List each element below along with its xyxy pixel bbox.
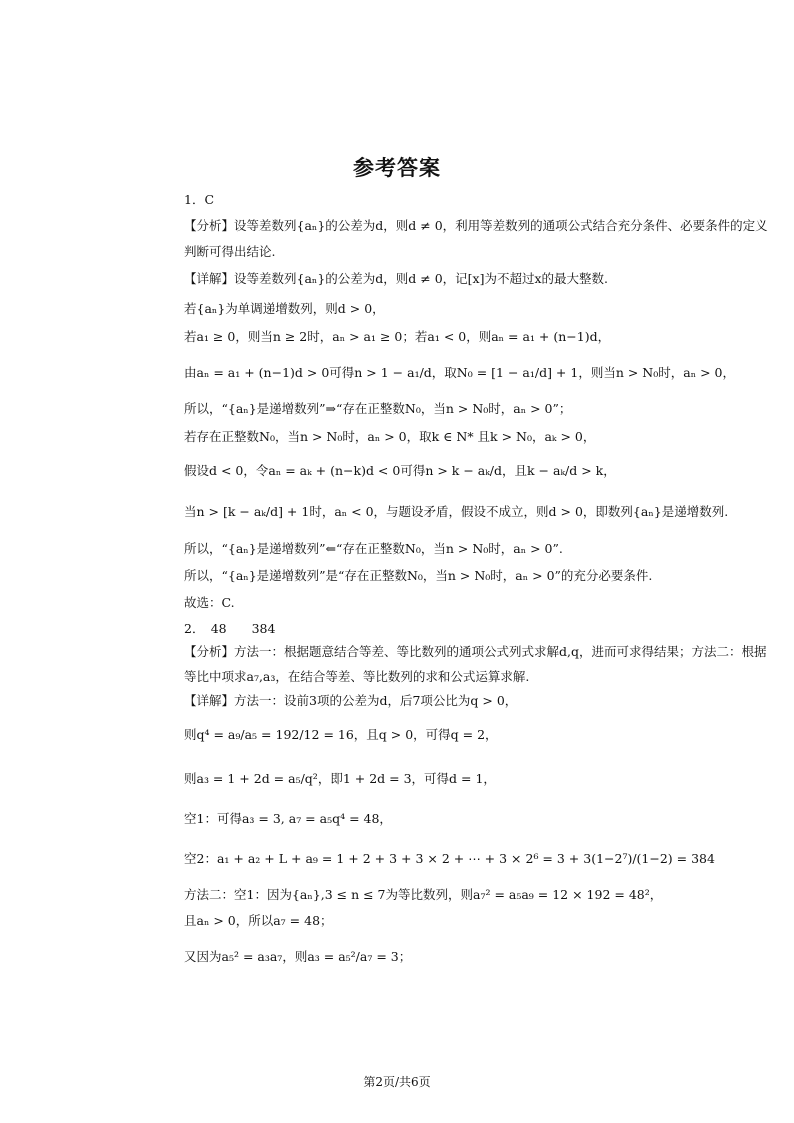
q1-detail-line-2: 若{aₙ}为单调递增数列，则d > 0，	[184, 301, 385, 316]
q2-detail-line-5: 空2：a₁ + a₂ + L + a₉ = 1 + 2 + 3 + 3 × 2 + ⋯ + 3 × 2⁶ = 3 + 3(1−2⁷)/(1−2) = 384	[184, 851, 715, 866]
q2-answer: 2． 48 384	[184, 621, 276, 636]
q1-detail-line-1: 【详解】设等差数列{aₙ}的公差为d，则d ≠ 0，记[x]为不超过x的最大整数.	[184, 271, 608, 286]
q2-detail-line-4: 空1：可得a₃ = 3, a₇ = a₅q⁴ = 48，	[184, 811, 392, 826]
q1-detail-line-5: 所以，“{aₙ}是递增数列”⇒“存在正整数N₀，当n > N₀时，aₙ > 0”；	[184, 401, 572, 416]
q2-analysis-line-2: 等比中项求a₇,a₃，在结合等差、等比数列的求和公式运算求解.	[184, 669, 530, 684]
q1-detail-line-11: 故选：C.	[184, 595, 235, 610]
q1-detail-line-7: 假设d < 0，令aₙ = aₖ + (n−k)d < 0可得n > k − aₖ/d，且k − aₖ/d > k，	[184, 463, 616, 478]
page-title: 参考答案	[353, 156, 441, 180]
q1-answer: 1．C	[184, 192, 215, 207]
q2-detail-line-2: 则q⁴ = a₉/a₅ = 192/12 = 16，且q > 0，可得q = 2，	[184, 727, 498, 742]
page-footer: 第2页/共6页	[363, 1075, 431, 1089]
q2-detail-line-6: 方法二：空1：因为{aₙ},3 ≤ n ≤ 7为等比数列，则a₇² = a₅a₉ = 12 × 192 = 48²，	[184, 887, 663, 902]
q2-analysis-line-1: 【分析】方法一：根据题意结合等差、等比数列的通项公式列式求解d,q，进而可求得结果；方法二：根据	[184, 644, 767, 659]
q1-detail-line-3: 若a₁ ≥ 0，则当n ≥ 2时，aₙ > a₁ ≥ 0；若a₁ < 0，则aₙ = a₁ + (n−1)d，	[184, 329, 611, 344]
q1-detail-line-6: 若存在正整数N₀，当n > N₀时，aₙ > 0，取k ∈ N* 且k > N₀，aₖ > 0，	[184, 429, 596, 444]
q2-detail-line-8: 又因为a₅² = a₃a₇，则a₃ = a₅²/a₇ = 3；	[184, 949, 412, 964]
q2-detail-line-1: 【详解】方法一：设前3项的公差为d，后7项公比为q > 0，	[184, 693, 518, 708]
q1-detail-line-9: 所以，“{aₙ}是递增数列”⇐“存在正整数N₀，当n > N₀时，aₙ > 0”.	[184, 541, 563, 556]
q1-detail-line-10: 所以，“{aₙ}是递增数列”是“存在正整数N₀，当n > N₀时，aₙ > 0”的充分必要条件.	[184, 568, 653, 583]
q1-analysis-line-1: 【分析】设等差数列{aₙ}的公差为d，则d ≠ 0，利用等差数列的通项公式结合充分条件、必要条件的定义	[184, 218, 768, 233]
q2-detail-line-3: 则a₃ = 1 + 2d = a₅/q²，即1 + 2d = 3，可得d = 1，	[184, 771, 496, 786]
q1-detail-line-8: 当n > [k − aₖ/d] + 1时，aₙ < 0，与题设矛盾，假设不成立，则d > 0，即数列{aₙ}是递增数列.	[184, 504, 729, 519]
q1-analysis-line-2: 判断可得出结论.	[184, 244, 276, 259]
q2-detail-line-7: 且aₙ > 0，所以a₇ = 48；	[184, 913, 333, 928]
q1-detail-line-4: 由aₙ = a₁ + (n−1)d > 0可得n > 1 − a₁/d，取N₀ = [1 − a₁/d] + 1，则当n > N₀时，aₙ > 0，	[184, 365, 735, 380]
